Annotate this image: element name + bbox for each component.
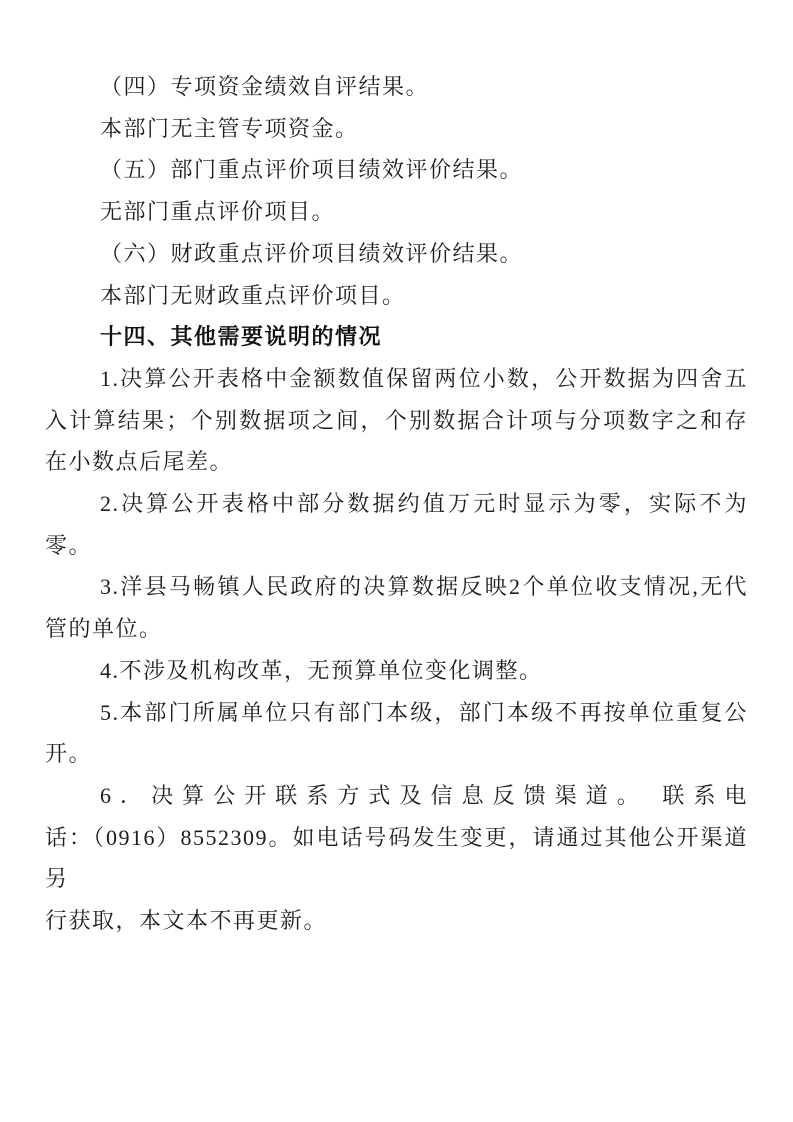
performance-self-eval-note: 本部门无主管专项资金。 — [100, 115, 359, 141]
note-2: 2.决算公开表格中部分数据约值万元时显示为零，实际不为零。 — [45, 491, 748, 558]
paragraph-line: 6．决算公开联系方式及信息反馈渠道。 联系电 — [100, 782, 748, 808]
note-3: 3.洋县马畅镇人民政府的决算数据反映2个单位收支情况,无代管的单位。 — [45, 574, 748, 642]
note-6 — [45, 775, 748, 942]
finance-key-eval-note: 本部门无财政重点评价项目。 — [100, 282, 406, 308]
note-5: 5.本部门所属单位只有部门本级，部门本级不再按单位重复公开。 — [45, 699, 748, 767]
paragraph-line: 行获取，本文本不再更新。 — [45, 908, 328, 934]
note-1: 1.决算公开表格中金额数值保留两位小数，公开数据为四舍五入计算结果；个别数据项之间，个别数据合计项与分项数字之和存在小数点后尾差。 — [45, 365, 748, 475]
paragraph-line: 话：（0916）8552309。如电话号码发生变更，请通过其他公开渠道另 — [45, 824, 748, 892]
finance-key-eval-title: （六）财政重点评价项目绩效评价结果。 — [100, 240, 524, 266]
dept-key-eval-note: 无部门重点评价项目。 — [100, 199, 336, 225]
section-heading: 十四、其他需要说明的情况 — [100, 324, 383, 350]
note-4: 4.不涉及机构改革，无预算单位变化调整。 — [100, 657, 543, 683]
performance-self-eval-title: （四）专项资金绩效自评结果。 — [100, 74, 430, 99]
dept-key-eval-title: （五）部门重点评价项目绩效评价结果。 — [100, 157, 524, 183]
